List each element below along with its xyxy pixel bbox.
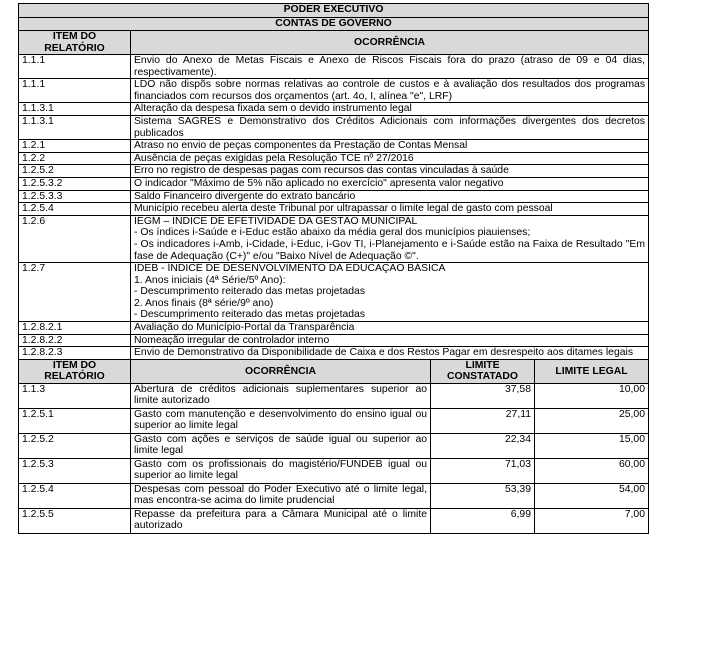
row-item: 1.2.8.2.3: [19, 347, 131, 360]
table-row: [19, 152, 649, 165]
table-row: [19, 140, 649, 153]
limits-table: [18, 359, 649, 534]
table-row: [19, 115, 649, 139]
row-limite-constatado: 27,11: [431, 408, 535, 433]
row-ocorrencia: [131, 263, 649, 322]
table-row: [19, 483, 649, 508]
row-limite-constatado: 53,39: [431, 483, 535, 508]
table-row: [19, 334, 649, 347]
row-item: 1.2.7: [19, 263, 131, 322]
table-row: [19, 408, 649, 433]
table-row: [19, 347, 649, 360]
table-row: [19, 190, 649, 203]
row-ocorrencia: Atraso no envio de peças componentes da Prestação de Contas Mensal: [131, 140, 649, 153]
row-ocorrencia: Repasse da prefeitura para a Câmara Municipal até o limite autorizado: [131, 508, 431, 533]
row-ocorrencia: Envio do Anexo de Metas Fiscais e Anexo de Riscos Fiscais fora do prazo (atraso de 09 e 04 dias, respectivamente).: [131, 55, 649, 79]
header-item-2: ITEM DO RELATÓRIO: [19, 359, 131, 383]
row-limite-legal: 25,00: [535, 408, 649, 433]
row-line: - Descumprimento reiterado das metas projetadas: [134, 286, 366, 298]
row-line: IEGM – ÍNDICE DE EFETIVIDADE DA GESTÃO MUNICIPAL: [134, 215, 418, 227]
table-row: [19, 79, 649, 103]
header-item: ITEM DO RELATÓRIO: [19, 31, 131, 55]
table-row: [19, 322, 649, 335]
row-ocorrencia: Despesas com pessoal do Poder Executivo até o limite legal, mas encontra-se acima do limite prudencial: [131, 483, 431, 508]
table-row: [19, 508, 649, 533]
row-limite-constatado: 6,99: [431, 508, 535, 533]
row-item: 1.2.5.4: [19, 483, 131, 508]
row-item: 1.2.5.1: [19, 408, 131, 433]
row-ocorrencia: LDO não dispõs sobre normas relativas ao controle de custos e à avaliação dos resultados dos programas financiados com recursos dos orçamentos (art. 4o, I, alínea "e", LRF): [131, 79, 649, 103]
occurrences-table: [18, 3, 649, 360]
row-limite-constatado: 37,58: [431, 383, 535, 408]
row-ocorrencia: Município recebeu alerta deste Tribunal por ultrapassar o limite legal de gasto com pessoal: [131, 203, 649, 216]
row-item: 1.2.8.2.2: [19, 334, 131, 347]
row-item: 1.1.3: [19, 383, 131, 408]
row-limite-constatado: 22,34: [431, 433, 535, 458]
table-row: [19, 433, 649, 458]
row-item: 1.2.6: [19, 215, 131, 262]
row-ocorrencia: Saldo Financeiro divergente do extrato bancário: [131, 190, 649, 203]
row-ocorrencia: Alteração da despesa fixada sem o devido instrumento legal: [131, 103, 649, 116]
row-ocorrencia: Nomeação irregular de controlador interno: [131, 334, 649, 347]
row-line: IDEB - ÍNDICE DE DESENVOLVIMENTO DA EDUCAÇÃO BÁSICA: [134, 263, 446, 275]
header-ocorrencia-2: OCORRÊNCIA: [131, 359, 431, 383]
header-limite-constatado: LIMITE CONSTATADO: [431, 359, 535, 383]
row-limite-legal: 7,00: [535, 508, 649, 533]
section-subtitle: CONTAS DE GOVERNO: [19, 17, 649, 31]
row-item: 1.1.1: [19, 55, 131, 79]
row-item: 1.2.5.3.2: [19, 177, 131, 190]
row-item: 1.2.5.3.3: [19, 190, 131, 203]
section-title: PODER EXECUTIVO: [19, 4, 649, 18]
row-item: 1.2.5.5: [19, 508, 131, 533]
row-ocorrencia: Avaliação do Município-Portal da Transparência: [131, 322, 649, 335]
header-ocorrencia: OCORRÊNCIA: [131, 31, 649, 55]
row-ocorrencia: Gasto com ações e serviços de saúde igual ou superior ao limite legal: [131, 433, 431, 458]
row-item: 1.1.3.1: [19, 115, 131, 139]
row-item: 1.1.3.1: [19, 103, 131, 116]
table-row: [19, 458, 649, 483]
row-item: 1.1.1: [19, 79, 131, 103]
row-item: 1.2.1: [19, 140, 131, 153]
row-item: 1.2.5.4: [19, 203, 131, 216]
row-item: 1.2.2: [19, 152, 131, 165]
table-row: [19, 165, 649, 178]
row-line: - Os índices i-Saúde e i-Educ estão abaixo da média geral dos municípios piauienses;: [134, 227, 531, 239]
document: [18, 3, 648, 534]
row-limite-legal: 10,00: [535, 383, 649, 408]
row-ocorrencia: [131, 215, 649, 262]
row-item: 1.2.5.2: [19, 433, 131, 458]
row-limite-legal: 54,00: [535, 483, 649, 508]
row-limite-legal: 60,00: [535, 458, 649, 483]
table-row: [19, 55, 649, 79]
row-line: 1. Anos iniciais (4ª Série/5º Ano):: [134, 274, 286, 286]
table-row: [19, 215, 649, 262]
row-ocorrencia: Gasto com os profissionais do magistério/FUNDEB igual ou superior ao limite legal: [131, 458, 431, 483]
row-ocorrencia: Abertura de créditos adicionais suplementares superior ao limite autorizado: [131, 383, 431, 408]
row-ocorrencia: Envio de Demonstrativo da Disponibilidade de Caixa e dos Restos Pagar em desrespeito aos ditames legais: [131, 347, 649, 360]
table-row: [19, 263, 649, 322]
row-line: - Os indicadores i-Amb, i-Cidade, i-Educ, i-Gov TI, i-Planejamento e i-Saúde estão na Faixa de Resultado "Em fase de Adequação (C+)" e/ou "Baixo Nível de Adequação ©".: [134, 238, 646, 262]
row-item: 1.2.5.3: [19, 458, 131, 483]
row-ocorrencia: O indicador "Máximo de 5% não aplicado no exercício" apresenta valor negativo: [131, 177, 649, 190]
row-ocorrencia: Gasto com manutenção e desenvolvimento do ensino igual ou superior ao limite legal: [131, 408, 431, 433]
row-line: - Descumprimento reiterado das metas projetadas: [134, 309, 366, 321]
row-ocorrencia: Sistema SAGRES e Demonstrativo dos Créditos Adicionais com informações divergentes dos decretos publicados: [131, 115, 649, 139]
header-limite-legal: LIMITE LEGAL: [535, 359, 649, 383]
row-limite-constatado: 71,03: [431, 458, 535, 483]
table-row: [19, 103, 649, 116]
row-line: 2. Anos finais (8ª série/9º ano): [134, 297, 274, 309]
table-row: [19, 177, 649, 190]
table-row: [19, 203, 649, 216]
row-limite-legal: 15,00: [535, 433, 649, 458]
table-row: [19, 383, 649, 408]
row-ocorrencia: Erro no registro de despesas pagas com recursos das contas vinculadas à saúde: [131, 165, 649, 178]
row-item: 1.2.8.2.1: [19, 322, 131, 335]
row-ocorrencia: Ausência de peças exigidas pela Resolução TCE nº 27/2016: [131, 152, 649, 165]
row-item: 1.2.5.2: [19, 165, 131, 178]
